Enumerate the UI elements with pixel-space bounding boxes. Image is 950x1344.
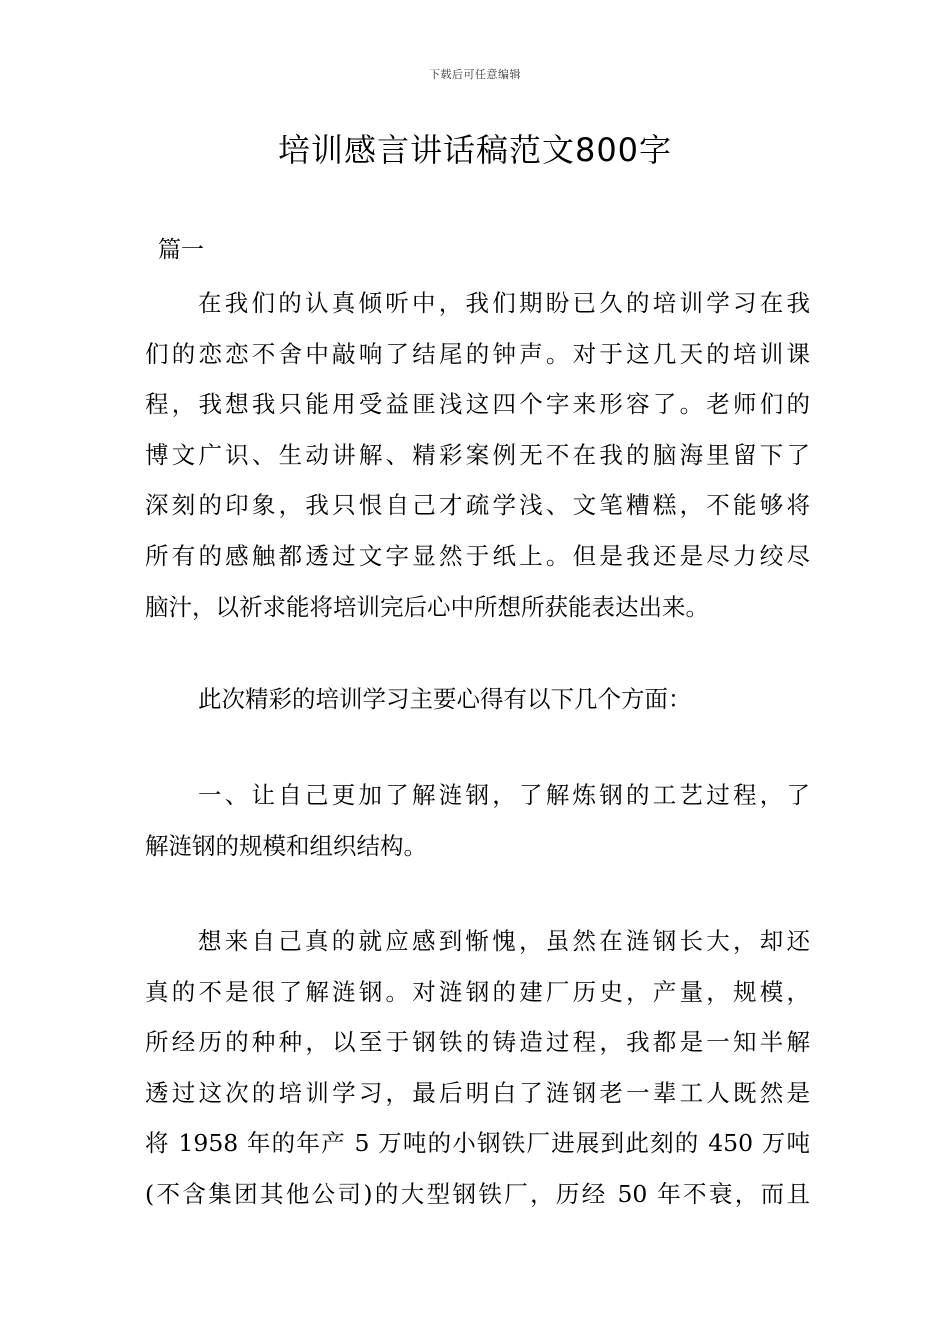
paragraph-reflection [145, 916, 810, 1220]
paragraph-intro [145, 278, 810, 632]
paragraph-line: 程，我想我只能用受益匪浅这四个字来形容了。老师们的 [145, 390, 810, 419]
paragraph-point-one [145, 770, 810, 871]
document-title: 培训感言讲话稿范文800字 [277, 131, 673, 169]
header-note: 下载后可任意编辑 [429, 68, 521, 81]
paragraph-line: 解涟钢的规模和组织结构。 [145, 831, 427, 860]
paragraph-line: 一、让自己更加了解涟钢，了解炼钢的工艺过程，了 [198, 781, 810, 809]
paragraph-line: 在我们的认真倾听中，我们期盼已久的培训学习在我 [198, 289, 810, 317]
paragraph-summary-lead [145, 674, 810, 725]
paragraph-line: 将 1958 年的年产 5 万吨的小钢铁厂进展到此刻的 450 万吨 [145, 1129, 810, 1158]
section-label: 篇一 [158, 237, 204, 263]
paragraph-line: 博文广识、生动讲解、精彩案例无不在我的脑海里留下了 [145, 440, 810, 469]
paragraph-line: 深刻的印象，我只恨自己才疏学浅、文笔糟糕，不能够将 [145, 491, 810, 520]
paragraph-line: 真的不是很了解涟钢。对涟钢的建厂历史，产量，规模， [145, 977, 810, 1006]
paragraph-line: 此次精彩的培训学习主要心得有以下几个方面： [198, 685, 692, 713]
paragraph-line: 所有的感触都透过文字显然于纸上。但是我还是尽力绞尽 [145, 541, 810, 570]
paragraph-line: (不含集团其他公司)的大型钢铁厂，历经 50 年不衰，而且 [145, 1179, 810, 1208]
paragraph-line: 透过这次的培训学习，最后明白了涟钢老一辈工人既然是 [145, 1078, 810, 1107]
paragraph-line: 脑汁，以祈求能将培训完后心中所想所获能表达出来。 [145, 592, 709, 621]
paragraph-line: 所经历的种种，以至于钢铁的铸造过程，我都是一知半解 [145, 1028, 810, 1057]
paragraph-line: 们的恋恋不舍中敲响了结尾的钟声。对于这几天的培训课 [145, 339, 810, 368]
paragraph-line: 想来自己真的就应感到惭愧，虽然在涟钢长大，却还 [198, 927, 810, 955]
